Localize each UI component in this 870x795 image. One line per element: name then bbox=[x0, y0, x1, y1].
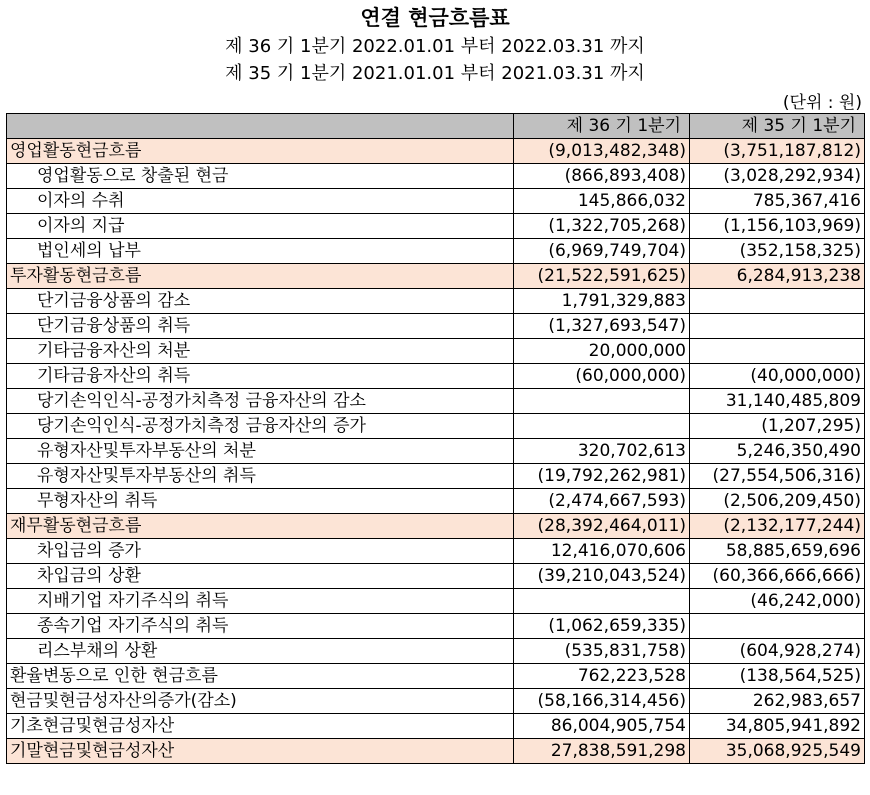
section-total-row bbox=[7, 139, 865, 164]
document-title: 연결 현금흐름표 bbox=[360, 6, 510, 30]
value-current: 27,838,591,298 bbox=[514, 739, 690, 764]
value-prior: (27,554,506,316) bbox=[690, 464, 865, 489]
value-prior: 31,140,485,809 bbox=[690, 389, 865, 414]
row-label: 투자활동현금흐름 bbox=[7, 264, 514, 289]
value-current: (6,969,749,704) bbox=[514, 239, 690, 264]
table-row bbox=[7, 239, 865, 264]
table-row bbox=[7, 689, 865, 714]
table-row bbox=[7, 339, 865, 364]
row-label: 이자의 지급 bbox=[7, 214, 514, 239]
row-label: 단기금융상품의 취득 bbox=[7, 314, 514, 339]
header-prior-period: 제 35 기 1분기 bbox=[690, 114, 865, 139]
cash-flow-table bbox=[6, 113, 865, 764]
table-row bbox=[7, 614, 865, 639]
section-total-row bbox=[7, 514, 865, 539]
table-row bbox=[7, 664, 865, 689]
table-row bbox=[7, 639, 865, 664]
row-label: 환율변동으로 인한 현금흐름 bbox=[7, 664, 514, 689]
value-current bbox=[514, 414, 690, 439]
table-row bbox=[7, 564, 865, 589]
value-current: (1,062,659,335) bbox=[514, 614, 690, 639]
value-prior: (40,000,000) bbox=[690, 364, 865, 389]
value-current: (60,000,000) bbox=[514, 364, 690, 389]
value-current: 86,004,905,754 bbox=[514, 714, 690, 739]
value-prior: 34,805,941,892 bbox=[690, 714, 865, 739]
value-current: (19,792,262,981) bbox=[514, 464, 690, 489]
row-label: 기말현금및현금성자산 bbox=[7, 739, 514, 764]
row-label: 차입금의 증가 bbox=[7, 539, 514, 564]
row-label: 영업활동현금흐름 bbox=[7, 139, 514, 164]
section-total-row bbox=[7, 264, 865, 289]
value-prior: (2,132,177,244) bbox=[690, 514, 865, 539]
value-current: (1,322,705,268) bbox=[514, 214, 690, 239]
value-prior: 262,983,657 bbox=[690, 689, 865, 714]
value-current: 12,416,070,606 bbox=[514, 539, 690, 564]
row-label: 이자의 수취 bbox=[7, 189, 514, 214]
row-label: 지배기업 자기주식의 취득 bbox=[7, 589, 514, 614]
value-current: (1,327,693,547) bbox=[514, 314, 690, 339]
value-prior: 785,367,416 bbox=[690, 189, 865, 214]
table-row bbox=[7, 314, 865, 339]
value-current: 762,223,528 bbox=[514, 664, 690, 689]
value-current: 320,702,613 bbox=[514, 439, 690, 464]
value-prior: (60,366,666,666) bbox=[690, 564, 865, 589]
period-prior: 제 35 기 1분기 2021.01.01 부터 2021.03.31 까지 bbox=[225, 63, 645, 84]
table-row bbox=[7, 439, 865, 464]
table-header-row bbox=[7, 114, 865, 139]
value-current: (2,474,667,593) bbox=[514, 489, 690, 514]
row-label: 영업활동으로 창출된 현금 bbox=[7, 164, 514, 189]
table-row bbox=[7, 589, 865, 614]
value-prior: 58,885,659,696 bbox=[690, 539, 865, 564]
table-row bbox=[7, 414, 865, 439]
value-current: 20,000,000 bbox=[514, 339, 690, 364]
row-label: 종속기업 자기주식의 취득 bbox=[7, 614, 514, 639]
table-row bbox=[7, 389, 865, 414]
value-current: 145,866,032 bbox=[514, 189, 690, 214]
row-label: 무형자산의 취득 bbox=[7, 489, 514, 514]
value-prior: (46,242,000) bbox=[690, 589, 865, 614]
value-prior bbox=[690, 289, 865, 314]
table-row bbox=[7, 539, 865, 564]
row-label: 리스부채의 상환 bbox=[7, 639, 514, 664]
row-label: 유형자산및투자부동산의 처분 bbox=[7, 439, 514, 464]
value-prior bbox=[690, 314, 865, 339]
row-label: 당기손익인식-공정가치측정 금융자산의 감소 bbox=[7, 389, 514, 414]
table-row bbox=[7, 714, 865, 739]
value-current bbox=[514, 589, 690, 614]
value-current: (39,210,043,524) bbox=[514, 564, 690, 589]
table-row bbox=[7, 214, 865, 239]
value-prior: (352,158,325) bbox=[690, 239, 865, 264]
row-label: 차입금의 상환 bbox=[7, 564, 514, 589]
row-label: 유형자산및투자부동산의 취득 bbox=[7, 464, 514, 489]
header-label bbox=[7, 114, 514, 139]
row-label: 기타금융자산의 취득 bbox=[7, 364, 514, 389]
section-total-row bbox=[7, 739, 865, 764]
table-row bbox=[7, 464, 865, 489]
value-prior: (2,506,209,450) bbox=[690, 489, 865, 514]
value-current: (535,831,758) bbox=[514, 639, 690, 664]
table-row bbox=[7, 364, 865, 389]
row-label: 기타금융자산의 처분 bbox=[7, 339, 514, 364]
value-current: (58,166,314,456) bbox=[514, 689, 690, 714]
table-row bbox=[7, 489, 865, 514]
header-current-period: 제 36 기 1분기 bbox=[514, 114, 690, 139]
period-current: 제 36 기 1분기 2022.01.01 부터 2022.03.31 까지 bbox=[225, 36, 645, 57]
table-row bbox=[7, 189, 865, 214]
unit-label: (단위 : 원) bbox=[782, 93, 862, 113]
value-prior: 6,284,913,238 bbox=[690, 264, 865, 289]
row-label: 현금및현금성자산의증가(감소) bbox=[7, 689, 514, 714]
table-row bbox=[7, 289, 865, 314]
value-prior: (604,928,274) bbox=[690, 639, 865, 664]
value-prior bbox=[690, 614, 865, 639]
row-label: 기초현금및현금성자산 bbox=[7, 714, 514, 739]
value-current bbox=[514, 389, 690, 414]
value-prior: (138,564,525) bbox=[690, 664, 865, 689]
value-prior: (3,028,292,934) bbox=[690, 164, 865, 189]
value-current: 1,791,329,883 bbox=[514, 289, 690, 314]
value-prior: 5,246,350,490 bbox=[690, 439, 865, 464]
value-prior: (1,207,295) bbox=[690, 414, 865, 439]
table-row bbox=[7, 164, 865, 189]
value-prior: (1,156,103,969) bbox=[690, 214, 865, 239]
value-current: (21,522,591,625) bbox=[514, 264, 690, 289]
row-label: 법인세의 납부 bbox=[7, 239, 514, 264]
value-prior: 35,068,925,549 bbox=[690, 739, 865, 764]
value-current: (28,392,464,011) bbox=[514, 514, 690, 539]
value-prior bbox=[690, 339, 865, 364]
row-label: 당기손익인식-공정가치측정 금융자산의 증가 bbox=[7, 414, 514, 439]
value-prior: (3,751,187,812) bbox=[690, 139, 865, 164]
value-current: (9,013,482,348) bbox=[514, 139, 690, 164]
row-label: 단기금융상품의 감소 bbox=[7, 289, 514, 314]
value-current: (866,893,408) bbox=[514, 164, 690, 189]
row-label: 재무활동현금흐름 bbox=[7, 514, 514, 539]
